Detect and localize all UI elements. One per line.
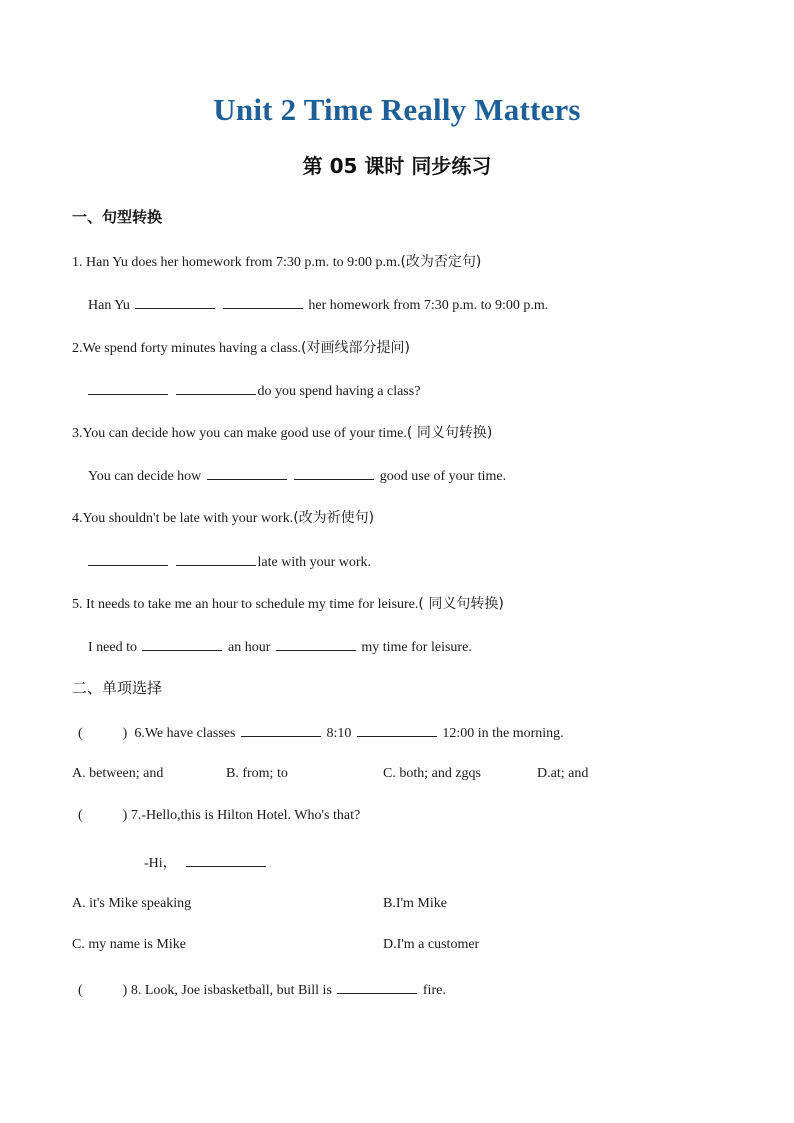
q6-option-b[interactable]: B. from; to xyxy=(226,766,288,781)
q8-text-pre: 8. Look, Joe isbasketball, but Bill is xyxy=(130,983,332,998)
q3-answer-line xyxy=(88,465,506,485)
q3-note: ( 同义句转换) xyxy=(406,425,493,441)
q2-answer-post: do you spend having a class? xyxy=(257,384,421,399)
q8-open-paren: ( xyxy=(78,983,83,998)
q4-blank-2[interactable] xyxy=(176,551,256,566)
q2-blank-1[interactable] xyxy=(88,380,168,395)
q8-close-paren: ) xyxy=(122,983,128,998)
q4-note: (改为祈使句) xyxy=(293,510,375,526)
q4-line xyxy=(72,507,374,527)
q7-text: 7.-Hello,this is Hilton Hotel. Who's that? xyxy=(130,808,361,823)
q5-answer-line xyxy=(88,636,472,656)
q6-option-c[interactable]: C. both; and zgqs xyxy=(383,766,481,781)
q6-option-a[interactable]: A. between; and xyxy=(72,766,164,781)
q6-text-post: 12:00 in the morning. xyxy=(442,726,564,741)
q1-answer-post: her homework from 7:30 p.m. to 9:00 p.m. xyxy=(308,298,549,313)
q6-text-pre: 6.We have classes xyxy=(134,726,236,741)
q1-line xyxy=(72,251,481,271)
q1-blank-2[interactable] xyxy=(223,294,303,309)
q5-answer-post: my time for leisure. xyxy=(361,640,472,655)
q1-note: (改为否定句) xyxy=(400,254,482,270)
q2-text: 2.We spend forty minutes having a class. xyxy=(72,341,302,356)
q5-line xyxy=(72,593,504,613)
q4-text: 4.You shouldn't be late with your work. xyxy=(72,511,294,526)
q2-note: (对画线部分提问) xyxy=(301,340,410,356)
q3-text: 3.You can decide how you can make good use of your time. xyxy=(72,426,407,441)
q3-answer-pre: You can decide how xyxy=(88,469,202,484)
q5-blank-2[interactable] xyxy=(276,636,356,651)
q7-option-d[interactable]: D.I'm a customer xyxy=(383,937,480,952)
q1-answer-line xyxy=(88,294,548,314)
q7-option-b[interactable]: B.I'm Mike xyxy=(383,896,447,911)
q5-note: ( 同义句转换) xyxy=(418,596,504,612)
q6-blank-2[interactable] xyxy=(357,722,437,737)
q7-reply-line xyxy=(144,852,268,872)
q7-line xyxy=(78,808,360,824)
q2-line xyxy=(72,337,410,357)
q1-blank-1[interactable] xyxy=(135,294,215,309)
q7-open-paren: ( xyxy=(78,808,83,823)
q4-answer-post: late with your work. xyxy=(257,555,372,570)
q1-answer-pre: Han Yu xyxy=(88,298,130,313)
q6-text-mid: 8:10 xyxy=(326,726,352,741)
q6-open-paren: ( xyxy=(78,726,83,741)
page-title: Unit 2 Time Really Matters xyxy=(213,92,581,127)
q7-reply: -Hi， xyxy=(144,856,177,871)
q7-blank[interactable] xyxy=(186,852,266,867)
q3-blank-2[interactable] xyxy=(294,465,374,480)
q1-text: 1. Han Yu does her homework from 7:30 p.m. to 9:00 p.m. xyxy=(72,255,401,270)
q7-close-paren: ) xyxy=(122,808,128,823)
q3-line xyxy=(72,422,492,442)
q2-blank-2[interactable] xyxy=(176,380,256,395)
q5-text: 5. It needs to take me an hour to schedule my time for leisure. xyxy=(72,597,419,612)
q7-option-a[interactable]: A. it's Mike speaking xyxy=(72,896,192,911)
q2-answer-line xyxy=(86,380,420,400)
q3-answer-post: good use of your time. xyxy=(379,469,507,484)
q5-answer-pre: I need to xyxy=(88,640,137,655)
page-subtitle: 第 05 课时 同步练习 xyxy=(302,154,492,178)
section1-heading: 一、句型转换 xyxy=(72,208,163,226)
q5-blank-1[interactable] xyxy=(142,636,222,651)
q4-answer-line xyxy=(86,551,371,571)
q6-blank-1[interactable] xyxy=(241,722,321,737)
q6-close-paren: ) xyxy=(122,726,128,741)
q4-blank-1[interactable] xyxy=(88,551,168,566)
q3-blank-1[interactable] xyxy=(207,465,287,480)
q7-option-c[interactable]: C. my name is Mike xyxy=(72,937,186,952)
q8-text-post: fire. xyxy=(422,983,446,998)
section2-heading: 二、单项选择 xyxy=(72,679,163,697)
q8-line xyxy=(78,979,446,999)
q5-answer-mid: an hour xyxy=(227,640,271,655)
q6-option-d[interactable]: D.at; and xyxy=(537,766,589,781)
q6-line xyxy=(78,722,564,742)
q8-blank[interactable] xyxy=(337,979,417,994)
